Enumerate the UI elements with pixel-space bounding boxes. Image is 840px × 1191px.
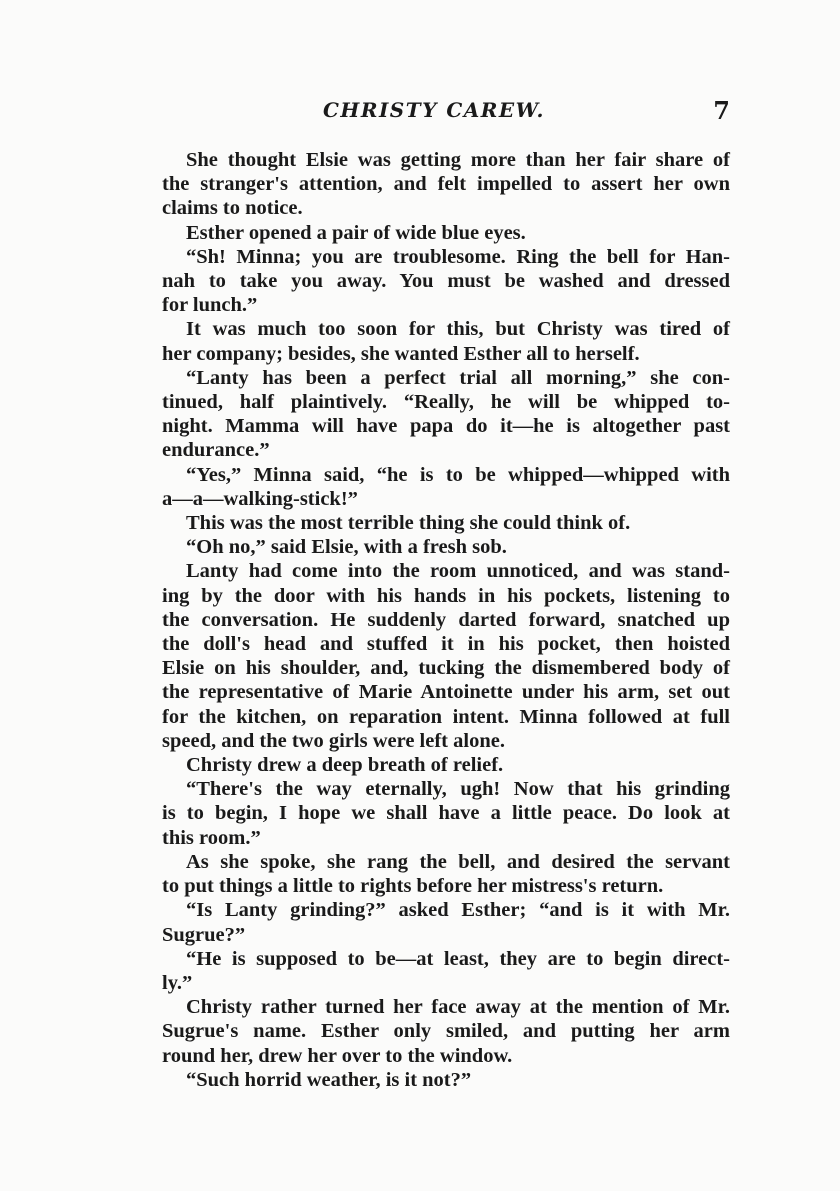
text-line: It was much too soon for this, but Christy was tired of <box>186 318 730 341</box>
text-line: is to begin, I hope we shall have a little peace. Do look at <box>162 802 730 825</box>
text-line: tinued, half plaintively. “Really, he will be whipped to- <box>162 391 730 414</box>
paragraph <box>138 463 730 511</box>
text-line: Christy drew a deep breath of relief. <box>186 754 504 777</box>
text-line: Sugrue?” <box>162 923 246 946</box>
text-line: for lunch.” <box>162 294 258 317</box>
paragraph <box>138 148 730 221</box>
text-line: round her, drew her over to the window. <box>162 1044 513 1067</box>
paragraph <box>138 511 730 535</box>
text-line: Esther opened a pair of wide blue eyes. <box>186 221 526 244</box>
text-line: her company; besides, she wanted Esther all to herself. <box>162 342 640 365</box>
text-line: speed, and the two girls were left alone. <box>162 729 505 752</box>
paragraph <box>138 850 730 898</box>
paragraph <box>138 535 730 559</box>
paragraph <box>138 221 730 245</box>
text-line: ing by the door with his hands in his pockets, listening to <box>162 584 730 607</box>
text-line: “Such horrid weather, is it not?” <box>186 1068 472 1091</box>
text-line: “Oh no,” said Elsie, with a fresh sob. <box>186 536 507 559</box>
text-line: “Yes,” Minna said, “he is to be whipped—whipped with <box>186 463 730 486</box>
text-line: a—a—walking-stick!” <box>162 487 358 510</box>
text-line: to put things a little to rights before her mistress's return. <box>162 875 664 898</box>
text-line: She thought Elsie was getting more than her fair share of <box>186 149 730 171</box>
paragraph <box>138 995 730 1068</box>
text-line: Christy rather turned her face away at the mention of Mr. <box>186 996 730 1019</box>
text-line: night. Mamma will have papa do it—he is altogether past <box>162 415 730 438</box>
text-line: endurance.” <box>162 439 270 462</box>
text-line: nah to take you away. You must be washed and dressed <box>162 270 730 293</box>
page-number: 7 <box>713 96 730 125</box>
text-line: This was the most terrible thing she could think of. <box>186 512 631 535</box>
text-line: As she spoke, she rang the bell, and desired the servant <box>186 850 730 873</box>
text-line: Lanty had come into the room unnoticed, and was stand- <box>186 560 730 583</box>
paragraph <box>138 898 730 946</box>
text-line: for the kitchen, on reparation intent. Minna followed at full <box>162 705 730 728</box>
text-line: this room.” <box>162 826 261 849</box>
text-line: ly.” <box>162 971 193 994</box>
text-line: Elsie on his shoulder, and, tucking the dismembered body of <box>162 657 730 680</box>
paragraph <box>138 559 730 753</box>
text-line: “Sh! Minna; you are troublesome. Ring the bell for Han- <box>186 245 730 268</box>
paragraph <box>138 245 730 318</box>
text-line: “Lanty has been a perfect trial all morning,” she con- <box>186 366 730 389</box>
paragraph <box>138 777 730 850</box>
text-line: the doll's head and stuffed it in his pocket, then hoisted <box>162 633 730 656</box>
text-line: the stranger's attention, and felt impelled to assert her own <box>162 173 730 196</box>
text-line: Sugrue's name. Esther only smiled, and putting her arm <box>162 1020 730 1043</box>
paragraph <box>138 947 730 995</box>
paragraph <box>138 366 730 463</box>
text-line: “Is Lanty grinding?” asked Esther; “and is it with Mr. <box>186 899 730 922</box>
text-line: “There's the way eternally, ugh! Now that his grinding <box>186 778 730 801</box>
text-line: “He is supposed to be—at least, they are to begin direct- <box>186 947 730 970</box>
text-line: the conversation. He suddenly darted forward, snatched up <box>162 608 730 631</box>
running-head: CHRISTY CAREW. <box>323 98 545 122</box>
paragraph <box>138 1068 730 1092</box>
body-text <box>138 148 730 1092</box>
text-line: claims to notice. <box>162 197 303 220</box>
text-line: the representative of Marie Antoinette under his arm, set out <box>162 681 730 704</box>
paragraph <box>138 753 730 777</box>
paragraph <box>138 317 730 365</box>
page-header <box>138 96 730 128</box>
